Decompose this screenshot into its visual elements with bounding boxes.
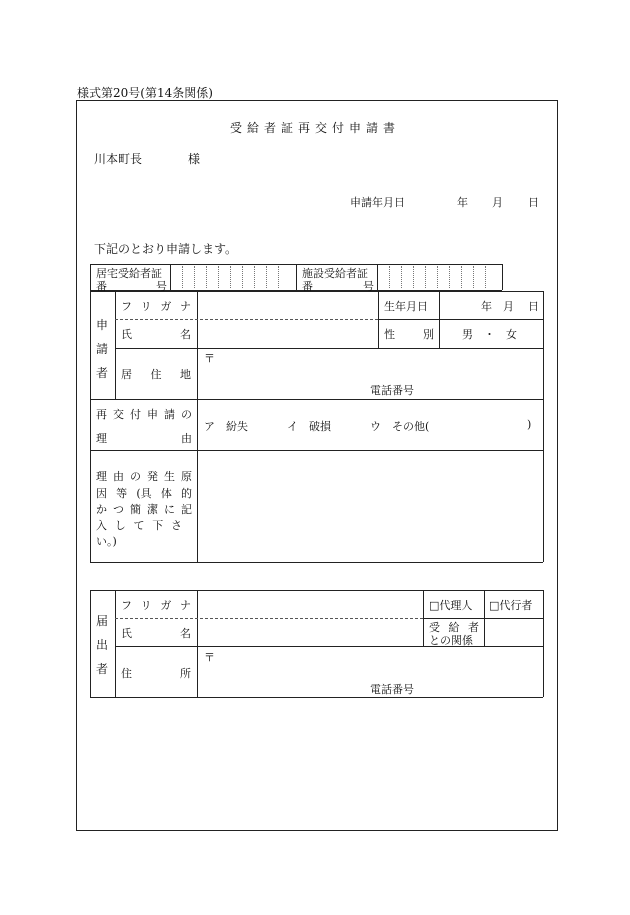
reason-close-paren: ) [527, 418, 532, 431]
application-date-day: 日 [528, 196, 539, 209]
applicant-furigana-field[interactable] [198, 292, 377, 318]
submitter-address-label: 住 所 [121, 667, 191, 680]
submitter-name-field[interactable] [198, 619, 422, 645]
home-cert-label-2b: 号 [156, 280, 167, 293]
relation-label-1: 受 給 者 [429, 621, 479, 634]
reason-detail-field[interactable] [198, 451, 542, 561]
sex-options[interactable]: 男 ・ 女 [462, 328, 517, 341]
submitter-address-field[interactable] [215, 649, 535, 679]
birth-year-label: 年 [481, 300, 492, 313]
applicant-furigana-label: フ リ ガ ナ [121, 300, 191, 313]
application-date-label: 申請年月日 [350, 196, 405, 209]
relation-field[interactable] [485, 619, 542, 645]
reason-option-other[interactable]: ウ その他( [370, 420, 430, 433]
applicant-name-label: 氏 名 [121, 328, 191, 341]
submitter-name-label: 氏 名 [121, 627, 191, 640]
reason-detail-line-1: 理 由 の 発 生 原 [96, 470, 192, 483]
home-cert-label: 居宅受給者証 [96, 267, 162, 280]
reason-detail-line-5: い。) [96, 535, 117, 548]
facility-cert-number-field[interactable] [377, 264, 502, 290]
home-cert-label-2a: 番 [96, 280, 107, 293]
reason-detail-line-3: か つ 簡 潔 に 記 [96, 503, 192, 516]
form-title: 受給者証再交付申請書 [229, 121, 400, 135]
applicant-section-label-1: 申 [96, 318, 109, 332]
relation-label-2: との関係 [429, 634, 473, 647]
intro-text: 下記のとおり申請します。 [94, 242, 238, 256]
facility-cert-label-2b: 号 [363, 280, 374, 293]
reason-label-2: 理 由 [96, 432, 192, 445]
applicant-address-field[interactable] [215, 350, 535, 380]
form-number: 様式第20号(第14条関係) [77, 86, 213, 100]
birth-month-label: 月 [503, 300, 514, 313]
reason-label-1: 再 交 付 申 請 の [96, 408, 192, 421]
submitter-phone-label: 電話番号 [370, 683, 414, 696]
addressee: 川本町長 [94, 152, 143, 166]
facility-cert-label-2a: 番 [302, 280, 313, 293]
birth-date-label: 生年月日 [384, 300, 428, 313]
submitter-section-label-1: 届 [96, 614, 109, 628]
honorific: 様 [188, 152, 201, 166]
application-date-year: 年 [457, 196, 468, 209]
reason-detail-line-4: 入 し て 下 さ [96, 519, 182, 532]
birth-date-field[interactable] [440, 292, 542, 318]
facility-cert-label: 施設受給者証 [302, 267, 368, 280]
applicant-postal-mark: 〒 [204, 352, 215, 365]
applicant-phone-label: 電話番号 [370, 384, 414, 397]
applicant-section-label-2: 請 [96, 342, 109, 356]
application-date-month: 月 [492, 196, 503, 209]
reason-option-lost[interactable]: ア 紛失 [204, 420, 248, 433]
applicant-name-field[interactable] [198, 320, 377, 347]
submitter-furigana-field[interactable] [198, 591, 422, 617]
applicant-address-label: 居 住 地 [121, 368, 191, 381]
submitter-furigana-label: フ リ ガ ナ [121, 599, 191, 612]
reason-option-damaged[interactable]: イ 破損 [287, 420, 331, 433]
agent-checkbox[interactable]: □代行者 [489, 599, 533, 612]
proxy-checkbox[interactable]: □代理人 [429, 599, 473, 612]
submitter-postal-mark: 〒 [204, 651, 215, 664]
applicant-section-label-3: 者 [96, 366, 109, 380]
reason-detail-line-2: 因 等 (具 体 的 [96, 487, 192, 500]
home-cert-number-field[interactable] [170, 264, 296, 290]
submitter-section-label-3: 者 [96, 662, 109, 676]
submitter-section-label-2: 出 [96, 638, 109, 652]
birth-day-label: 日 [528, 300, 539, 313]
sex-label: 性 別 [384, 328, 434, 341]
